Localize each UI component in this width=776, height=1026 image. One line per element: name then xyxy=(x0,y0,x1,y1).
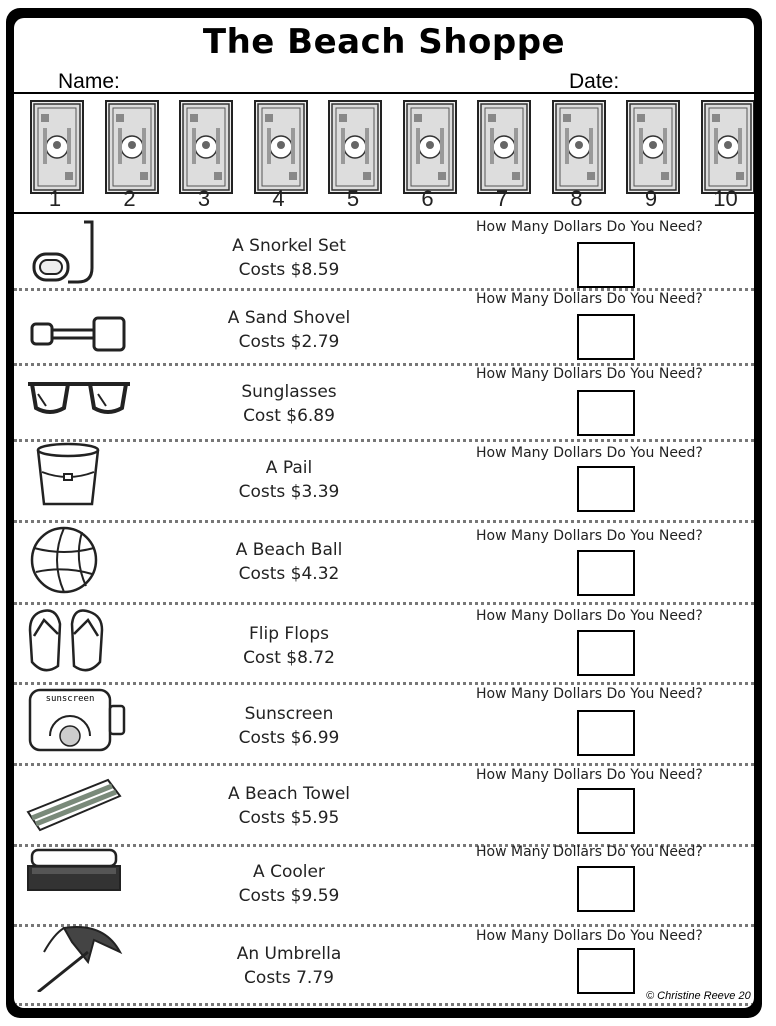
flip-flops-icon xyxy=(24,606,134,676)
item-price: Costs $4.32 xyxy=(238,564,340,584)
answer-box[interactable] xyxy=(577,948,635,994)
bill-number: 4 xyxy=(272,186,285,211)
bill-number: 1 xyxy=(48,186,62,211)
pail-icon xyxy=(24,442,134,512)
question-text: How Many Dollars Do You Need? xyxy=(476,528,703,544)
page-title: The Beach Shoppe xyxy=(202,22,566,62)
answer-box[interactable] xyxy=(577,630,635,676)
snorkel-icon xyxy=(24,218,134,288)
dollar-bill-icon xyxy=(701,100,755,194)
dotted-divider xyxy=(14,763,754,766)
item-price: Cost $6.89 xyxy=(243,406,335,426)
item-name: Sunscreen xyxy=(244,704,334,724)
dollar-bill-icon xyxy=(105,100,159,194)
item-name: A Sand Shovel xyxy=(227,308,351,328)
sunglasses-icon xyxy=(24,366,134,436)
item-name: A Beach Towel xyxy=(227,784,351,804)
item-price: Costs $3.39 xyxy=(238,482,340,502)
question-text: How Many Dollars Do You Need? xyxy=(476,219,703,235)
dollar-bill-icon xyxy=(626,100,680,194)
shovel-icon xyxy=(24,298,134,368)
item-price: Costs $5.95 xyxy=(238,808,340,828)
sunscreen-label: sunscreen xyxy=(45,694,95,704)
item-name: A Cooler xyxy=(253,862,325,882)
question-text: How Many Dollars Do You Need? xyxy=(476,928,703,944)
item-text xyxy=(184,306,394,354)
dollar-bill-icon xyxy=(328,100,382,194)
answer-box[interactable] xyxy=(577,710,635,756)
dollar-bill-7 xyxy=(471,94,531,212)
dollar-bill-2 xyxy=(99,94,159,212)
item-price: Costs $9.59 xyxy=(238,886,340,906)
umbrella-icon xyxy=(24,922,134,992)
dollar-bill-1 xyxy=(24,94,84,212)
beach-ball-icon xyxy=(24,526,134,596)
item-price: Costs $2.79 xyxy=(238,332,340,352)
question-text: How Many Dollars Do You Need? xyxy=(476,445,703,461)
dollar-bill-icon xyxy=(254,100,308,194)
dotted-divider xyxy=(14,520,754,523)
question-text: How Many Dollars Do You Need? xyxy=(476,291,703,307)
dotted-divider xyxy=(14,602,754,605)
question-text: How Many Dollars Do You Need? xyxy=(476,608,703,624)
name-label: Name: xyxy=(58,70,120,93)
item-text xyxy=(184,942,394,990)
bill-number: 7 xyxy=(495,186,509,211)
answer-box[interactable] xyxy=(577,390,635,436)
answer-box[interactable] xyxy=(577,242,635,288)
item-text xyxy=(184,702,394,750)
date-label: Date: xyxy=(569,70,620,93)
dollar-bill-9 xyxy=(620,94,680,212)
answer-box[interactable] xyxy=(577,550,635,596)
item-name: Sunglasses xyxy=(241,382,337,402)
item-text xyxy=(184,380,394,428)
money-strip xyxy=(14,92,754,214)
item-price: Costs $8.59 xyxy=(238,260,340,280)
item-text xyxy=(184,234,394,282)
dotted-divider xyxy=(14,1003,754,1006)
question-text: How Many Dollars Do You Need? xyxy=(476,366,703,382)
beach-towel-icon xyxy=(24,770,134,840)
dollar-bill-icon xyxy=(30,100,84,194)
bill-number: 6 xyxy=(421,186,434,211)
item-name: An Umbrella xyxy=(236,944,342,964)
item-text xyxy=(184,622,394,670)
dollar-bill-icon xyxy=(179,100,233,194)
item-name: A Beach Ball xyxy=(235,540,343,560)
dotted-divider xyxy=(14,682,754,685)
answer-box[interactable] xyxy=(577,866,635,912)
item-price: Costs 7.79 xyxy=(244,968,334,988)
dollar-bill-icon xyxy=(552,100,606,194)
question-text: How Many Dollars Do You Need? xyxy=(476,767,703,783)
dollar-bill-5 xyxy=(322,94,382,212)
item-text xyxy=(184,782,394,830)
dollar-bill-6 xyxy=(397,94,457,212)
bill-number: 10 xyxy=(713,186,738,211)
bill-number: 2 xyxy=(123,186,136,211)
item-price: Cost $8.72 xyxy=(243,648,335,668)
dollar-bill-4 xyxy=(248,94,308,212)
item-text xyxy=(184,456,394,504)
dollar-bill-8 xyxy=(546,94,606,212)
answer-box[interactable] xyxy=(577,314,635,360)
answer-box[interactable] xyxy=(577,466,635,512)
question-text: How Many Dollars Do You Need? xyxy=(476,686,703,702)
item-name: Flip Flops xyxy=(249,624,329,644)
item-name: A Pail xyxy=(265,458,313,478)
answer-box[interactable] xyxy=(577,788,635,834)
sunscreen-icon xyxy=(24,686,134,756)
item-name: A Snorkel Set xyxy=(232,236,346,256)
dollar-bill-icon xyxy=(403,100,457,194)
dollar-bill-3 xyxy=(173,94,233,212)
worksheet xyxy=(14,18,754,1008)
question-text: How Many Dollars Do You Need? xyxy=(476,844,703,860)
item-text xyxy=(184,860,394,908)
dollar-bill-10 xyxy=(695,94,755,212)
bill-number: 3 xyxy=(197,186,211,211)
item-text xyxy=(184,538,394,586)
item-price: Costs $6.99 xyxy=(238,728,340,748)
bill-number: 9 xyxy=(644,186,658,211)
cooler-icon xyxy=(24,844,134,914)
copyright-text: © Christine Reeve 20 xyxy=(646,990,751,1002)
dollar-bill-icon xyxy=(477,100,531,194)
bill-number: 5 xyxy=(346,186,360,211)
bill-number: 8 xyxy=(570,186,583,211)
